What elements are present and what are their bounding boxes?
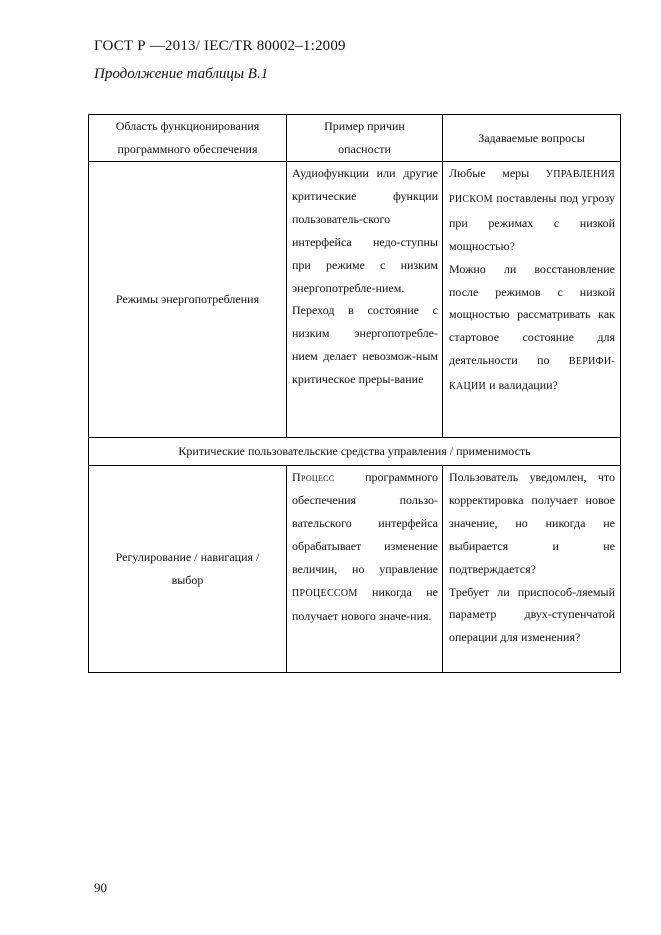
- document-code: ГОСТ Р —2013/ IEC/TR 80002–1:2009: [94, 38, 346, 54]
- page-number: 90: [94, 880, 107, 895]
- row2-question-2: Требует ли приспособ-ляемый параметр двух-ступенчатой операции для изменения?: [449, 584, 615, 645]
- row2-question-1: Пользователь уведомлен, что корректировка получает новое значение, но никогда не выбирается и не подтверждается?: [449, 470, 615, 576]
- row1-question-2: Можно ли восстановление после режимов с низкой мощностью рассматривать как стартовое состояние для деятельности по ВЕРИФИ-КАЦИИ и валидации?: [449, 261, 615, 393]
- section-title-row: Критические пользовательские средства управления / применимость: [178, 444, 531, 458]
- row1-questions-cell: [443, 162, 620, 437]
- column-header-causes: Пример причин опасности: [324, 119, 405, 156]
- hazard-causes-table: [88, 114, 621, 673]
- column-header-questions: Задаваемые вопросы: [478, 130, 585, 145]
- row1-cause-1: Аудиофункции или другие критические функции пользователь-ского интерфейса недо-ступны при режиме с низким энергопотребле-нием.: [292, 166, 438, 295]
- row1-causes-cell: [287, 162, 442, 437]
- row2-area-cell: Регулирование / навигация / выбор: [115, 550, 260, 587]
- column-header-area: Область функционирования программного обеспечения: [115, 119, 260, 156]
- row2-cause: Процесс программного обеспечения пользо-вательского интерфейса обрабатывает изменение величин, но управление ПРОЦЕССОМ никогда не получает нового значе-ния.: [292, 470, 438, 624]
- table-continuation-caption: Продолжение таблицы В.1: [94, 66, 269, 82]
- row1-area-cell: Режимы энергопотребления: [115, 292, 260, 307]
- row2-questions-cell: [443, 466, 620, 672]
- row1-question-1: Любые меры УПРАВЛЕНИЯ РИСКОМ поставлены под угрозу при режимах с низкой мощностью?: [449, 166, 615, 253]
- row1-cause-2: Переход в состояние с низким энергопотребле-нием делает невозмож-ным критическое преры-вание: [292, 303, 438, 387]
- row2-causes-cell: [287, 466, 442, 672]
